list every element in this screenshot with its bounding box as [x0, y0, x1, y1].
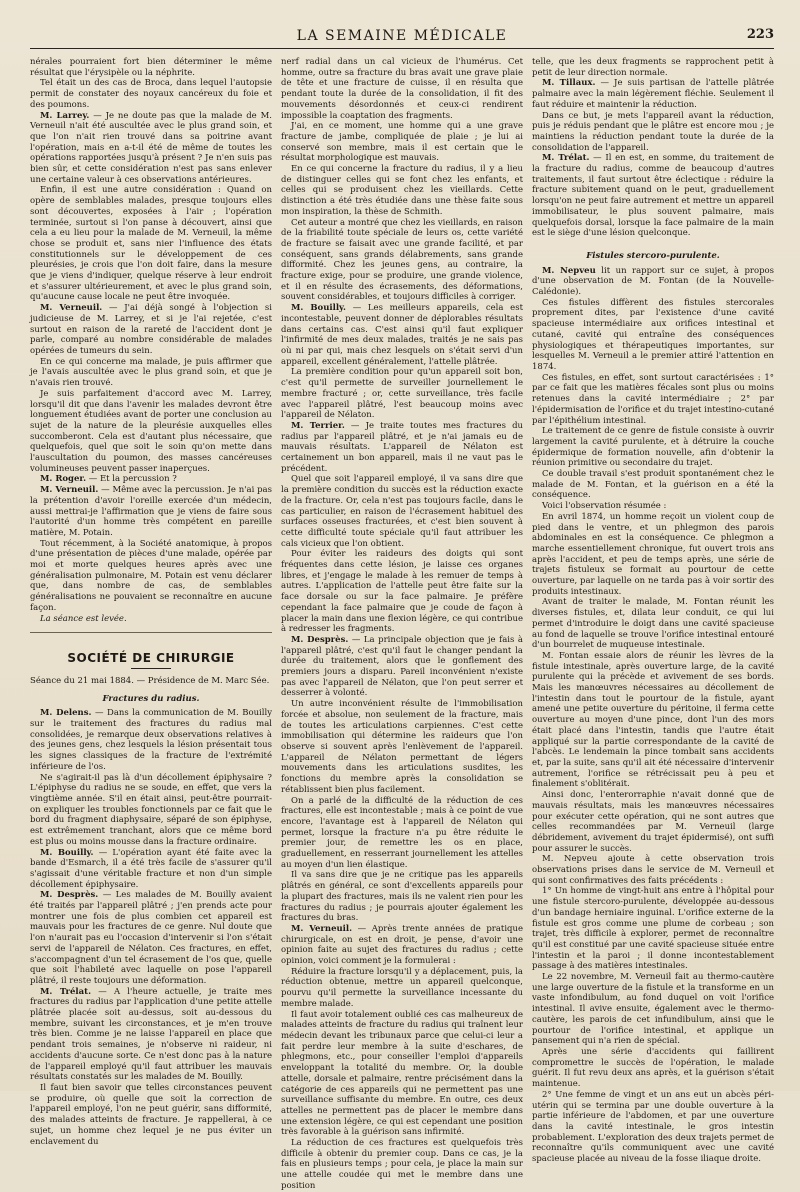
speech-text: — Après trente années de pratique chirurgicale, on est en droit, je pense, d'avoir une opinion faite au sujet des fractures du radius ; cette opinion, voici comment je la formulerai :	[281, 923, 523, 967]
paragraph	[30, 987, 272, 1083]
speech-text: — Dans la communication de M. Bouilly sur le traitement des fractures du radius mal consolidées, je remarque deux observations relatives à des jeunes gens, chez lesquels la lésion présentait tous les signes classiques de la fracture de l'extrémité inférieure de l'os.	[30, 708, 272, 772]
speech-text: — Et la percussion ?	[86, 474, 177, 485]
paragraph: La première condition pour qu'un appareil soit bon, c'est qu'il permette de surveiller journellement le membre fracturé ; or, cette surveillance, très facile avec l'appareil plâtré, l'est beaucoup moins avec l'appareil de Nélaton.	[281, 367, 523, 421]
paragraph: Quel que soit l'appareil employé, il va sans dire que la première condition du succès est la réduction exacte de la fracture. Or, cela n'est pas toujours facile, dans le cas particulier, en raison de l'écrasement habituel des surfaces osseuses fracturées, et c'est bien souvent à cette difficulté toute spéciale qu'il faut attribuer les cals vicieux que l'on obtient.	[281, 474, 523, 549]
paragraph	[281, 303, 523, 367]
speech-text: — Les malades de M. Bouilly avaient été traités par l'appareil plâtré ; j'en prends acte pour montrer une fois de plus combien cet appareil est mauvais pour les fractures de ce genre. Nul doute que l'on n'aurait pas eu l'occasion d'intervenir si l'on s'était servi de l'appareil de Nélaton. Ces fractures, en effet, s'accompagnent d'un tel écrasement de l'os que, quelle que soit l'habileté avec laquelle on pose l'appareil plâtré, il reste toujours une déformation.	[30, 890, 272, 986]
paragraph: Il va sans dire que je ne critique pas les appareils plâtrés en général, ce sont d'excellents appareils pour la plupart des fractures, mais ils ne valent rien pour les fractures du radius ; je pourrais ajouter également les fractures du bras.	[281, 870, 523, 924]
paragraph: Enfin, il est une autre considération : Quand on opère de semblables malades, presque toujours elles sont découvertes, exposées à l'air ; l'opération terminée, surtout si l'on panse à découvert, ainsi que cela a eu lieu pour la malade de M. Verneuil, la même chose se produit et, sans nier l'influence des états constitutionnels sur le développement de ces pleurésies, je crois que l'on doit faire, dans la mesure que je viens d'indiquer, quelque réserve à leur endroit et s'assurer ultérieurement, et avec le plus grand soin, qu'aucune cause locale ne peut être invoquée.	[30, 185, 272, 303]
speaker-name: M. Larrey.	[40, 110, 90, 121]
speech-text: — Je ne doute pas que la malade de M. Verneuil n'ait été auscultée avec le plus grand soin, et que l'on n'ait rien trouvé dans sa poitrine avant l'opération, mais en a-t-il été de même de toutes les opérations rapportées jusqu'à présent ? Je n'en suis pas bien sûr, et cette considération n'est pas sans enlever une certaine valeur à ces observations antérieures.	[30, 110, 272, 185]
speaker-name: M. Verneuil.	[291, 923, 353, 934]
paragraph: La réduction de ces fractures est quelquefois très difficile à obtenir du premier coup. Dans ce cas, je la fais en plusieurs temps ; pour cela, je place la main sur une attelle coudée qui met le membre dans une position	[281, 1138, 523, 1191]
column-2	[281, 57, 523, 1192]
paragraph: Le traitement de ce genre de fistule consiste à ouvrir largement la cavité purulente, et à détruire la couche épidermique de formation nouvelle, afin d'obtenir la réunion primitive ou secondaire du trajet.	[532, 426, 774, 469]
paragraph: Il faut bien savoir que telles circonstances peuvent se produire, où quelle que soit la correction de l'appareil employé, l'on ne peut guérir, sans difformité, des malades atteints de fracture. Je rappellerai, à ce sujet, un homme chez lequel je ne pus éviter un enclavement du	[30, 1082, 272, 1147]
paragraph: Voici l'observation résumée :	[542, 501, 667, 512]
paragraph: Tout récemment, à la Société anatomique, à propos d'une présentation de pièces d'une malade, opérée par moi et morte quelques heures après avec une généralisation pulmonaire, M. Potain est venu déclarer que, dans nombre de cas, de semblables généralisations ne pouvaient se reconnaître en aucune façon.	[30, 538, 272, 613]
paragraph	[281, 421, 523, 475]
speaker-name: M. Delens.	[40, 708, 92, 719]
column-1	[30, 57, 272, 1192]
speaker-name: M. Verneuil.	[40, 485, 99, 496]
speaker-name: M. Terrier.	[291, 420, 345, 431]
paragraph	[30, 848, 272, 891]
speech-text: — A l'heure actuelle, je traite mes fractures du radius par l'application d'une petite attelle plâtrée placée soit au-dessus, soit au-dessous du membre, suivant les circonstances, et je m'en trouve très bien. Comme je ne laisse l'appareil en place que pendant trois semaines, je n'observe ni raideur, ni accidents d'aucune sorte. Ce n'est donc pas à la nature de l'appareil employé qu'il faut attribuer les mauvais résultats constatés sur les malades de M. Bouilly.	[30, 986, 272, 1083]
paragraph: Un autre inconvénient résulte de l'immobilisation forcée et absolue, non seulement de la fracture, mais de toutes les articulations carpiennes. C'est cette immobilisation qui détermine les raideurs que l'on observe si souvent après l'enlèvement de l'appareil. L'appareil de Nélaton permettant de légers mouvements dans les articulations susdites, les fonctions du membre après la consolidation se rétablissent bien plus facilement.	[281, 699, 523, 795]
speaker-name: M. Verneuil.	[40, 303, 103, 314]
paragraph: telle, que les deux fragments se rapprochent petit à petit de leur direction normale.	[532, 57, 774, 78]
paragraph	[281, 924, 523, 967]
speaker-name: M. Nepveu	[542, 265, 596, 276]
paragraph	[30, 111, 272, 186]
text-columns	[30, 57, 774, 1192]
paragraph: nérales pourraient fort bien déterminer le même résultat que l'érysipèle ou la néphrite.	[30, 57, 272, 78]
speaker-name: M. Bouilly.	[40, 847, 94, 858]
paragraph: Il faut avoir totalement oublié ces cas malheureux de malades atteints de fracture du radius qui traînent leur médecin devant les tribunaux parce que celui-ci leur a fait perdre leur membre à la suite d'eschares, de phlegmons, etc., pour conseiller l'emploi d'appareils enveloppant la totalité du membre. Or, la double attelle, dorsale et palmaire, rentre précisément dans la catégorie de ces appareils qui ne permettent pas une surveillance suffisante du membre. En outre, ces deux attelles ne permettent pas de placer le membre dans une extension légère, ce qui est cependant une position très favorable à la guérison sans infirmité.	[281, 1009, 523, 1138]
paragraph: En ce qui concerne la fracture du radius, il y a lieu de distinguer celles qui se font chez les enfants, et celles qui se produisent chez les vieillards. Cette distinction a été très étudiée dans une thèse faite sous mon inspiration, la thèse de Schmith.	[281, 164, 523, 217]
paragraph: Cet auteur a montré que chez les vieillards, en raison de la friabilité toute spéciale de leurs os, cette variété de fracture se faisait avec une grande facilité, et par conséquent, sans grands délabrements, sans grande difformité. Chez les jeunes gens, au contraire, la fracture exige, pour se produire, une grande violence, et il en résulte des écrasements, des déformations, souvent considérables, et toujours difficiles à corriger.	[281, 217, 523, 303]
speaker-name: M. Trélat.	[542, 153, 590, 164]
paragraph	[30, 708, 272, 772]
paragraph: 1° Un homme de vingt-huit ans entre à l'hôpital pour une fistule stercoro-purulente, développée au-dessous d'un bandage herniaire inguinal. L'orifice externe de la fistule est gros comme une plume de corbeau ; son trajet, très difficile à explorer, permet de reconnaître qu'il est constitué par une cavité spacieuse située entre l'intestin et la paroi ; il donne incontestablement passage à des matières intestinales.	[532, 886, 774, 972]
paragraph	[30, 485, 272, 539]
paragraph: Pour éviter les raideurs des doigts qui sont fréquentes dans cette lésion, je laisse ces organes libres, et j'engage le malade à les remuer de temps à autres. L'application de l'attelle peut être faite sur la face dorsale ou sur la face palmaire. Je préfère cependant la face palmaire que je coude de façon à placer la main dans une flexion légère, ce qui contribue à redresser les fragments.	[281, 549, 523, 635]
paragraph: Ce double travail s'est produit spontanément chez le malade de M. Fontan, et la guérison en a été la conséquence.	[532, 469, 774, 501]
speaker-name: M. Trélat.	[40, 986, 92, 997]
paragraph: Ainsi donc, l'enterorraphie n'avait donné que de mauvais résultats, mais les manœuvres nécessaires pour exécuter cette opération, qui ne sont autres que celles recommandées par M. Verneuil (large débridement, avivement du trajet épidermisé), ont suffi pour assurer le succès.	[532, 790, 774, 854]
session-closing: La séance est levée.	[40, 613, 127, 624]
paragraph: 2° Une femme de vingt et un ans eut un abcès péri-utérin qui se termina par une double ouverture à la partie inférieure de l'abdomen, et par une ouverture dans la cavité intestinale, le gros intestin probablement. L'exploration des deux trajets permet de reconnaître qu'ils communiquent avec une cavité spacieuse placée au niveau de la fosse iliaque droite.	[532, 1089, 774, 1165]
paragraph: J'ai, en ce moment, une homme qui a une grave fracture de jambe, compliquée de plaie ; je lui ai conservé son membre, mais il est certain que le résultat morphologique est mauvais.	[281, 121, 523, 164]
meeting-info: Séance du 21 mai 1884. — Présidence de M. Marc Sée.	[30, 675, 270, 686]
running-title: LA SEMAINE MÉDICALE	[296, 28, 508, 44]
paragraph: Avant de traiter le malade, M. Fontan réunit les diverses fistules, et, dilata leur conduit, ce qui lui permet d'introduire le doigt dans une cavité spacieuse au fond de laquelle se trouve l'orifice intestinal entouré d'un bourrelet de muqueuse intestinale.	[532, 597, 774, 651]
subheading: Fractures du radius.	[102, 693, 200, 704]
subheading: Fistules stercoro-purulente.	[586, 250, 720, 261]
column-3	[532, 57, 774, 1192]
paragraph: Réduire la fracture lorsqu'il y a déplacement, puis, la réduction obtenue, mettre un appareil quelconque, pourvu qu'il permette la surveillance incessante du membre malade.	[281, 966, 523, 1009]
title-rule	[131, 668, 171, 669]
speaker-name: M. Desprès.	[291, 634, 349, 645]
paragraph: En avril 1874, un homme reçoit un violent coup de pied dans le ventre, et un phlegmon des parois abdominales en est la conséquence. Ce phlegmon a marche essentiellement chronique, fut ouvert trois ans après l'accident, et peu de temps après, une série de trajets fistuleux se formait au pourtour de cette ouverture, par laquelle on ne tarda pas à voir sortir des produits intestinaux.	[532, 511, 774, 597]
paragraph: Ces fistules, en effet, sont surtout caractérisées : 1° par ce fait que les matières fécales sont plus ou moins retenues dans la cavité intermédiaire ; 2° par l'épidermisation de l'orifice et du trajet intestino-cutané par l'épithélium intestinal.	[532, 372, 774, 426]
page-header	[30, 26, 774, 49]
paragraph: Ces fistules diffèrent des fistules stercorales proprement dites, par l'existence d'une cavité spacieuse intermédiaire aux orifices intestinal et cutané, cavité qui entraîne des conséquences physiologiques et thérapeutiques importantes, sur lesquelles M. Verneuil a le premier attiré l'attention en 1874.	[532, 297, 774, 372]
speaker-name: M. Desprès.	[40, 890, 99, 901]
paragraph: Le 22 novembre, M. Verneuil fait au thermo-cautère une large ouverture de la fistule et la transforme en un vaste infondibulum, au fond duquel on voit l'orifice intestinal. Il avive ensuite, également avec le thermo-cautère, les parois de cet infundibulum, ainsi que le pourtour de l'orifice intestinal, et applique un pansement qui n'a rien de spécial.	[532, 972, 774, 1047]
page-number: 223	[746, 27, 774, 42]
speech-text: — La principale objection que je fais à l'appareil plâtré, c'est qu'il faut le changer pendant la durée du traitement, alors que le gonflement des premiers jours a disparu. Pareil inconvénient n'existe pas avec l'appareil de Nélaton, que l'on peut serrer et desserrer à volonté.	[281, 634, 523, 699]
section-title: SOCIÉTÉ DE CHIRURGIE	[67, 651, 235, 666]
speaker-name: M. Bouilly.	[291, 303, 346, 314]
paragraph: Tel était un des cas de Broca, dans lequel l'autopsie permit de constater des noyaux cancéreux du foie et des poumons.	[30, 78, 272, 110]
speech-text: — Je traite toutes mes fractures du radius par l'appareil plâtré, et je n'ai jamais eu de mauvais résultats. L'appareil de Nélaton est certainement un bon appareil, mais il ne vaut pas le précédent.	[281, 420, 523, 474]
paragraph	[532, 153, 774, 239]
speech-text: lit un rapport sur ce sujet, à propos d'une observation de M. Fontan (de la Nouvelle-Calédonie).	[532, 265, 774, 298]
speaker-name: M. Roger.	[40, 474, 87, 485]
paragraph: On a parlé de la difficulté de la réduction de ces fractures, elle est incontestable ; mais à ce point de vue encore, l'avantage est à l'appareil de Nélaton qui permet, lorsque la fracture n'a pu être réduite le premier jour, de remettre les os en place, graduellement, en resserrant journellement les attelles au moyen d'un lien élastique.	[281, 795, 523, 870]
paragraph: Dans ce but, je mets l'appareil avant la réduction, puis je réduis pendant que le plâtre est encore mou ; je maintiens la réduction pendant toute la durée de la consolidation de l'appareil.	[532, 110, 774, 153]
paragraph	[30, 890, 272, 986]
paragraph: En ce qui concerne ma malade, je puis affirmer que je l'avais auscultée avec le plus grand soin, et que je n'avais rien trouvé.	[30, 356, 272, 389]
speech-text: — L'opération ayant été faite avec la bande d'Esmarch, il a été très facile de s'assurer qu'il s'agissait d'une véritable fracture et non d'un simple décollement épiphysaire.	[30, 847, 272, 890]
speech-text: — Il en est, en somme, du traitement de la fracture du radius, comme de beaucoup d'autres traitements, il faut surtout être éclectique : réduire la fracture subitement quand on le peut, graduellement lorsqu'on ne peut faire autrement et mettre un appareil immobilisateur, le plus souvent palmaire, mais quelquefois dorsal, lorsque la face palmaire de la main est le siège d'une lésion quelconque.	[532, 153, 775, 239]
paragraph	[532, 266, 774, 298]
speech-text: — Les meilleurs appareils, cela est incontestable, peuvent donner de déplorables résultats dans certains cas. C'est ainsi qu'il faut expliquer l'infirmité de mes deux malades, traités je ne sais pas où ni par qui, mais chez lesquels on s'était servi d'un appareil, excellent généralement, l'attelle plâtrée.	[281, 303, 523, 367]
paragraph	[281, 635, 523, 699]
speech-text: — J'ai déjà songé à l'objection si judicieuse de M. Larrey, et si je l'ai rejetée, c'est surtout en raison de la rareté de l'accident dont je parle, comparé au nombre considérable de malades opérées de tumeurs du sein.	[30, 303, 272, 356]
paragraph	[30, 474, 272, 485]
paragraph: M. Nepveu ajoute à cette observation trois observations prises dans le service de M. Verneuil et qui sont confirmatives des faits précédents :	[532, 854, 774, 886]
paragraph: nerf radial dans un cal vicieux de l'humérus. Cet homme, outre sa fracture du bras avait une grave plaie de tête et une fracture de cuisse, il en résulta que pendant toute la durée de la consolidation, il fit des mouvements désordonnés et ceux-ci rendirent impossible la coaptation des fragments.	[281, 57, 523, 121]
paragraph: Après une série d'accidents qui faillirent compromettre le succès de l'opération, le malade guérit. Il fut revu deux ans après, et la guérison s'était maintenue.	[532, 1046, 774, 1090]
speech-text: — Même avec la percussion. Je n'ai pas la prétention d'avoir l'oreille exercée d'un médecin, aussi mettrai-je l'affirmation que je viens de faire sous l'autorité d'un homme très compétent en pareille matière, M. Potain.	[30, 485, 272, 538]
paragraph: Ne s'agirait-il pas là d'un décollement épiphysaire ? L'épiphyse du radius ne se soude, en effet, que vers la vingtième année. S'il en était ainsi, peut-être pourrait-on expliquer les troubles fonctionnels par ce fait que le bord du fragment diaphysaire, séparé de son épiphyse, est extrêmement tranchant, alors que ce même bord est plus ou moins mousse dans la fracture ordinaire.	[30, 772, 272, 847]
paragraph	[30, 303, 272, 357]
paragraph	[532, 78, 774, 110]
speaker-name: M. Tillaux.	[542, 78, 596, 89]
section-divider	[30, 632, 272, 633]
paragraph: Je suis parfaitement d'accord avec M. Larrey, lorsqu'il dit que dans l'avenir les malades devront être longuement étudiées avant de porter une conclusion au sujet de la nature de la pleurésie auxquelles elles succomberont. Cela est d'autant plus nécessaire, que quelquefois, quel que soit le soin qu'on mette dans l'auscultation du poumon, des masses cancéreuses volumineuses peuvent passer inaperçues.	[30, 388, 272, 474]
speech-text: — Je suis partisan de l'attelle plâtrée palmaire avec la main légèrement fléchie. Seulement il faut réduire et maintenir la réduction.	[532, 78, 774, 110]
paragraph: M. Fontan essaie alors de réunir les lèvres de la fistule intestinale, après ouverture large, de la cavité purulente qui la précède et avivement de ses bords. Mais les manœuvres nécessaires au décollement de l'intestin dans tout le pourtour de la fistule, ayant amené une petite ouverture du péritoine, il ferma cette ouverture au moyen d'une pince, dont l'un des mors était placé dans l'intestin, tandis que l'autre était appliqué sur la partie correspondante de la cavité de l'abcès. Le lendemain la pince tombait sans accidents et, par la suite, sans qu'il ait été nécessaire d'intervenir autrement, l'orifice se rétrécissait peu à peu et finalement s'oblitérait.	[532, 650, 774, 790]
